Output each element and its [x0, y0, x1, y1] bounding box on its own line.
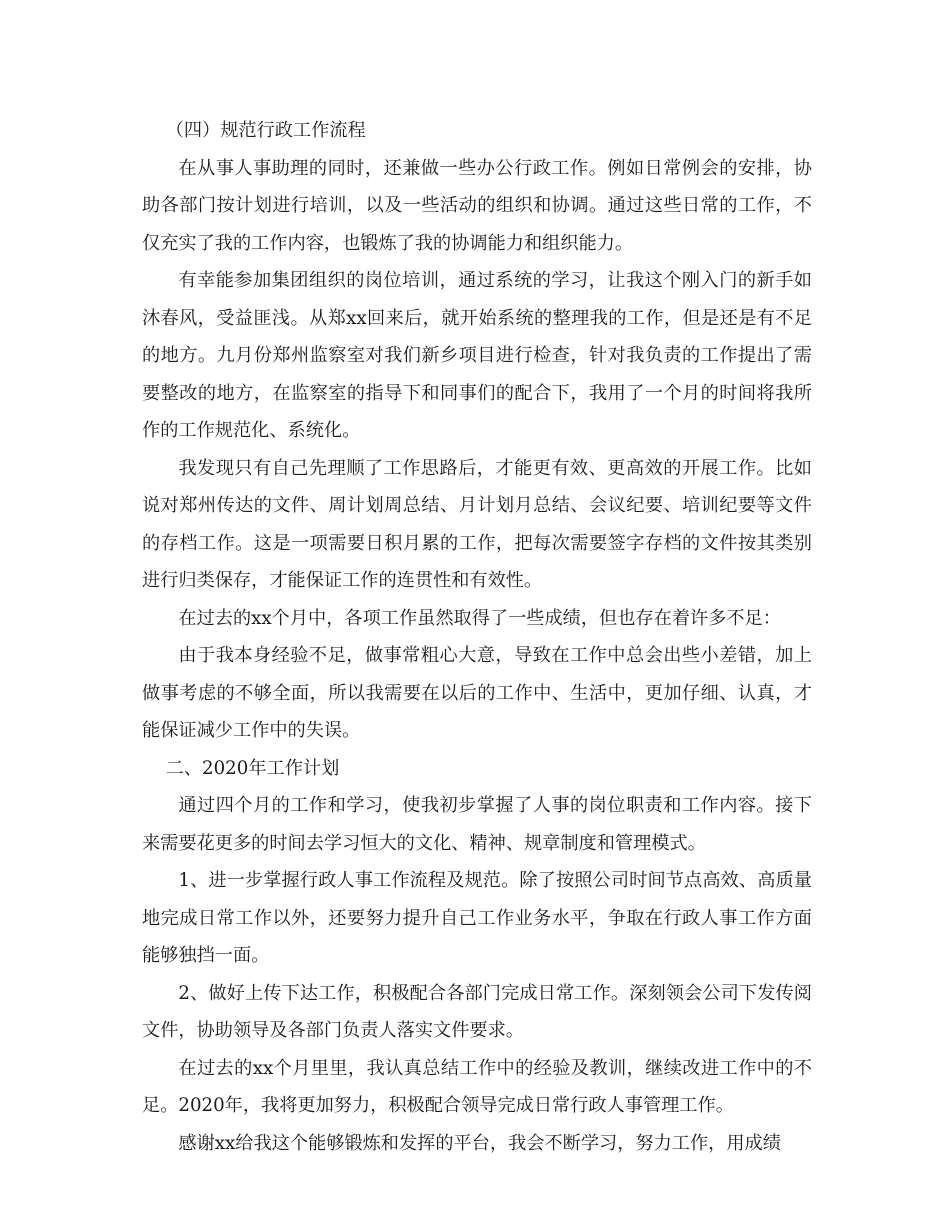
paragraph-admin-duties: 在从事人事助理的同时，还兼做一些办公行政工作。例如日常例会的安排，协助各部门按计划进行培训，以及一些活动的组织和协调。通过这些日常的工作，不仅充实了我的工作内容，也锻炼了我的协调能力和组织能力。	[142, 157, 812, 254]
paragraph-shortcomings-intro: 在过去的xx个月中，各项工作虽然取得了一些成绩，但也存在着许多不足：	[178, 607, 781, 629]
paragraph-training: 有幸能参加集团组织的岗位培训，通过系统的学习，让我这个刚入门的新手如沐春风，受益匪浅。从郑xx回来后，就开始系统的整理我的工作，但是还是有不足的地方。九月份郑州监察室对我们新乡项目进行检查，针对我负责的工作提出了需要整改的地方，在监察室的指导下和同事们的配合下，我用了一个月的时间将我所作的工作规范化、系统化。	[142, 270, 812, 441]
paragraph-archiving: 我发现只有自己先理顺了工作思路后，才能更有效、更高效的开展工作。比如说对郑州传达的文件、周计划周总结、月计划月总结、会议纪要、培训纪要等文件的存档工作。这是一项需要日积月累的工作，把每次需要签字存档的文件按其类别进行归类保存，才能保证工作的连贯性和有效性。	[142, 457, 812, 591]
section-heading-work-plan: 二、2020年工作计划	[165, 757, 340, 779]
section-heading-admin-workflow: （四）规范行政工作流程	[165, 120, 366, 141]
paragraph-thanks: 感谢xx给我这个能够锻炼和发挥的平台，我会不断学习，努力工作，用成绩	[178, 1132, 781, 1154]
paragraph-plan-item-1: 1、进一步掌握行政人事工作流程及规范。除了按照公司时间节点高效、高质量地完成日常工作以外，还要努力提升自己工作业务水平，争取在行政人事工作方面能够独挡一面。	[142, 870, 812, 966]
paragraph-plan-item-2: 2、做好上传下达工作，积极配合各部门完成日常工作。深刻领会公司下发传阅文件，协助领导及各部门负责人落实文件要求。	[142, 982, 812, 1041]
paragraph-summary: 在过去的xx个月里里，我认真总结工作中的经验及教训，继续改进工作中的不足。2020年，我将更加努力，积极配合领导完成日常行政人事管理工作。	[142, 1057, 812, 1116]
document-body	[142, 112, 812, 1162]
paragraph-plan-intro: 通过四个月的工作和学习，使我初步掌握了人事的岗位职责和工作内容。接下来需要花更多的时间去学习恒大的文化、精神、规章制度和管理模式。	[142, 795, 812, 854]
paragraph-shortcomings: 由于我本身经验不足，做事常粗心大意，导致在工作中总会出些小差错，加上做事考虑的不够全面，所以我需要在以后的工作中、生活中，更加仔细、认真，才能保证减少工作中的失误。	[142, 645, 812, 741]
